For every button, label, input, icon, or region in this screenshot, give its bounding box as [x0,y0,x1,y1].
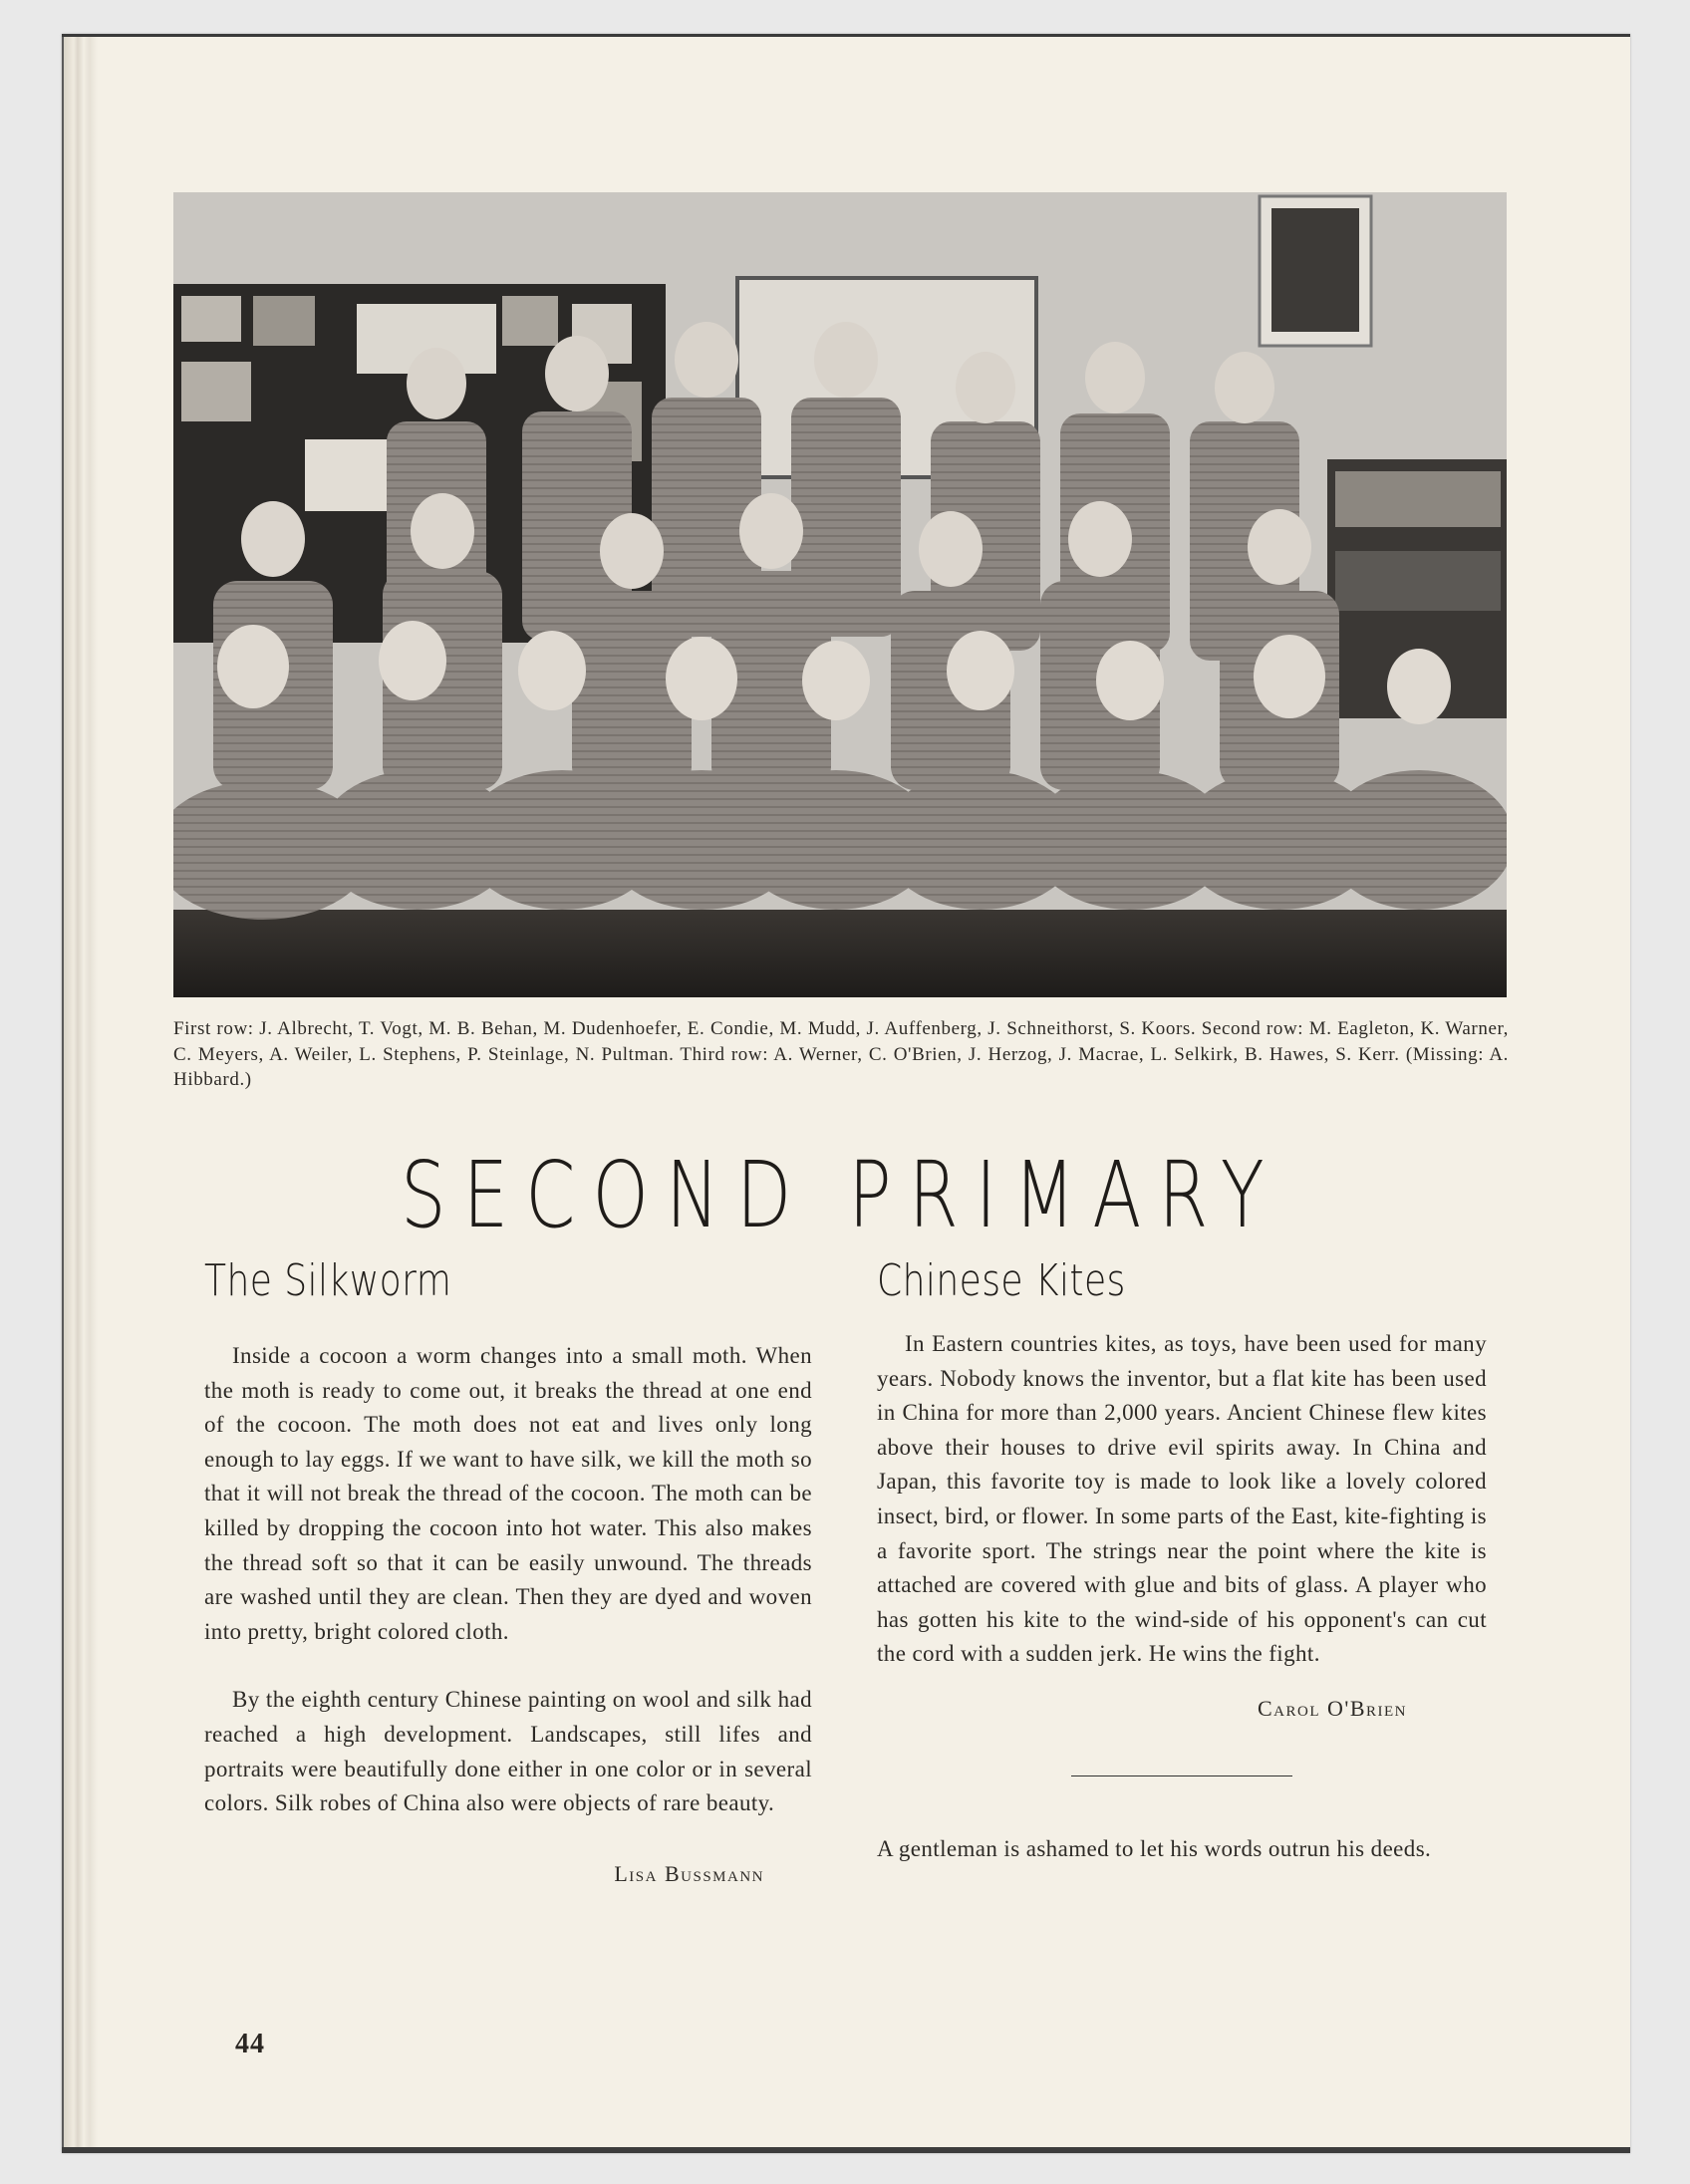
divider-rule [1071,1775,1292,1776]
article-author: Carol O'Brien [1257,1695,1407,1721]
quote-text: A gentleman is ashamed to let his words outrun his deeds. [877,1835,1432,1861]
page-number: 44 [235,2029,265,2059]
article-paragraph: By the eighth century Chinese painting on wool and silk had reached a high development. Landscapes, still lifes and portraits were beautifully done either in one color or in several colors. Silk robes of China also were objects of rare beauty. [204,1687,812,1816]
article-heading: The Silkworm [204,1255,452,1306]
article-heading: Chinese Kites [877,1255,1126,1306]
article-chinese-kites [877,1253,1487,1867]
book-spine [62,37,98,2153]
class-photo-illustration [173,192,1507,997]
article-author: Lisa Bussmann [614,1860,764,1886]
article-silkworm [204,1253,812,1887]
photo-caption: First row: J. Albrecht, T. Vogt, M. B. Behan, M. Dudenhoefer, E. Condie, M. Mudd, J. Auffenberg, J. Schneithorst, S. Koors. Second row: M. Eagleton, K. Warner, C. Meyers, A. Weiler, L. Stephens, P. Steinlage, N. Pultman. Third row: A. Werner, C. O'Brien, J. Herzog, J. Macrae, L. Selkirk, B. Hawes, S. Kerr. (Missing: A. Hibbard.) [173,1018,1509,1090]
page-bottom-edge [62,2147,1630,2153]
class-photograph [173,192,1507,997]
page-title: SECOND PRIMARY [401,1142,1281,1248]
article-paragraph: In Eastern countries kites, as toys, have been used for many years. Nobody knows the inventor, but a flat kite has been used in China for more than 2,000 years. Ancient Chinese flew kites above their houses to drive evil spirits away. In China and Japan, this favorite toy is made to look like a lovely colored insect, bird, or flower. In some parts of the East, kite-fighting is a favorite sport. The strings near the point where the kite is attached are covered with glue and bits of glass. A player who has gotten his kite to the wind-side of his opponent's can cut the cord with a sudden jerk. He wins the fight. [877,1331,1487,1667]
article-paragraph: Inside a cocoon a worm changes into a small moth. When the moth is ready to come out, it breaks the thread at one end of the cocoon. The moth does not eat and lives only long enough to lay eggs. If we want to have silk, we kill the moth so that it will not break the thread of the cocoon. The moth can be killed by dropping the cocoon into hot water. This also makes the thread soft so that it can be easily unwound. The threads are washed until they are clean. Then they are dyed and woven into pretty, bright colored cloth. [204,1343,812,1644]
